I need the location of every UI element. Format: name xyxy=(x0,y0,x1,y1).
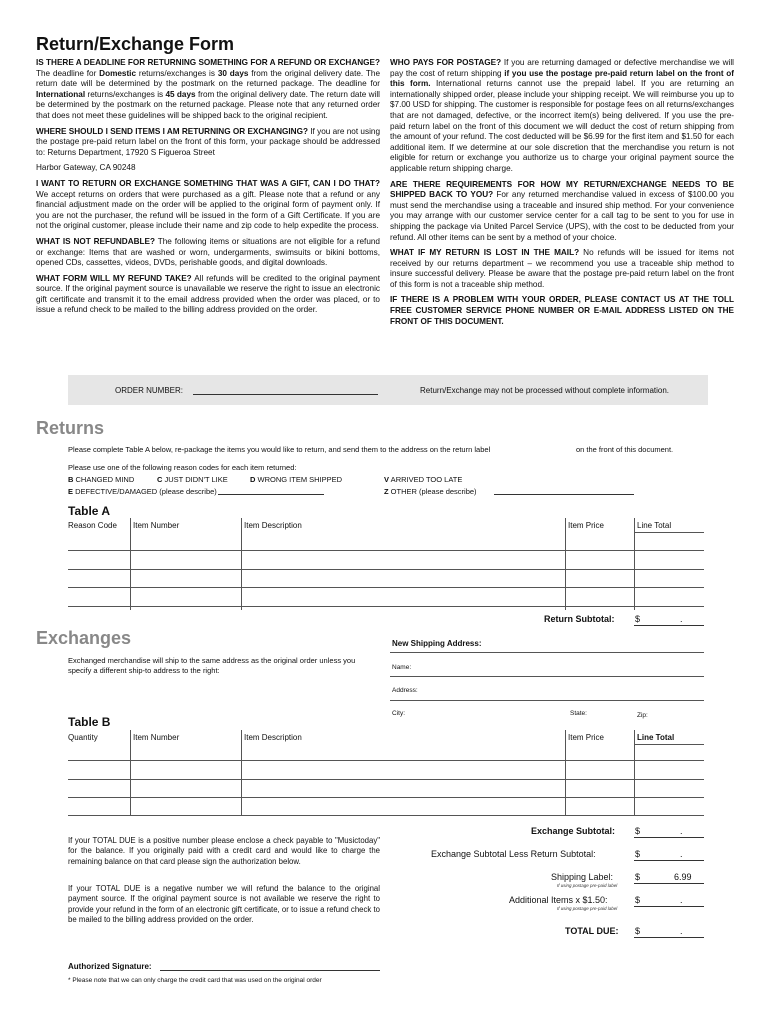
reason-code-v: V ARRIVED TOO LATE xyxy=(384,475,463,484)
exchanges-note: Exchanged merchandise will ship to the same address as the original order unless you specify a different ship-to address to the right: xyxy=(68,656,356,675)
table-a-col-divider xyxy=(241,518,242,610)
additional-items-label: Additional Items x $1.50: xyxy=(509,895,608,905)
table-a-header-line-total: Line Total xyxy=(637,521,672,530)
returns-instruction-end: on the front of this document. xyxy=(576,445,674,454)
returns-heading: Returns xyxy=(36,418,105,438)
negative-total-note: If your TOTAL DUE is a negative number we will refund the balance to the original payment source. If the original payment source is not available we reserve the right to provide your refund in the form of an electronic gift certificate, or to issue a refund check to be mailed to the billing address provided on the order. xyxy=(68,884,380,925)
refund-form-paragraph: WHAT FORM WILL MY REFUND TAKE? All refunds will be credited to the original payment source. If the original payment source is unavailable we reserve the right to issue an electronic gift certificate and transmit it to the email address provided when the order was placed, or to issue a refund check to be mailed to the billing address provided on the order. xyxy=(36,273,380,315)
table-a-header-rule xyxy=(634,532,704,533)
form-title: Return/Exchange Form xyxy=(36,34,235,54)
table-b-row[interactable] xyxy=(68,760,704,761)
order-number-label: ORDER NUMBER: xyxy=(115,386,184,395)
additional-items-note: If using postage pre-paid label xyxy=(557,906,618,911)
ship-city-label: City: xyxy=(392,710,405,717)
table-b-header-item-number: Item Number xyxy=(133,733,180,742)
total-due-label: TOTAL DUE: xyxy=(565,926,619,936)
shipping-label-dollar: $ xyxy=(635,872,641,882)
shipping-label-note: If using postage pre-paid label xyxy=(557,883,618,888)
total-due-dot: . xyxy=(680,926,683,936)
table-a-row[interactable] xyxy=(68,569,704,570)
table-b-header-quantity: Quantity xyxy=(68,733,98,742)
exchange-subtotal-dot: . xyxy=(680,826,683,836)
reason-code-d: D WRONG ITEM SHIPPED xyxy=(250,475,343,484)
exchange-subtotal-dollar: $ xyxy=(635,826,641,836)
gift-paragraph: I WANT TO RETURN OR EXCHANGE SOMETHING THAT WAS A GIFT, CAN I DO THAT? We accept returns on orders that were purchased as a gift. Please note that a refund or any financial adjustment made on the order will be applied to the original form of payment only. If you are not the purchaser, the refund will be issued in the form of a Gift Certificate. If you are not the original customer, please include their name and zip code to help expedite the process. xyxy=(36,178,380,231)
shipping-requirements-paragraph: ARE THERE REQUIREMENTS FOR HOW MY RETURN/EXCHANGE NEEDS TO BE SHIPPED BACK TO YOU? For any returned merchandise valued in excess of $100.00 you must send the merchandise using a traceable and insured ship method. For your convenience you may arrange with our customer service center for a call tag to be sent to you for use in shipping the package via United Parcel Service (UPS), with the cost to be deducted from your refund. All other items can be sent by a method of your choice. xyxy=(390,179,734,242)
less-return-dot: . xyxy=(680,849,683,859)
reason-codes-intro: Please use one of the following reason codes for each item returned: xyxy=(68,463,297,472)
lost-in-mail-paragraph: WHAT IF MY RETURN IS LOST IN THE MAIL? No refunds will be issued for items not received by our returns department – we recommend you use a traceable ship method to insure successful delivery. Please be aware that the postage pre-paid return label on the front of this form is not a traceable ship method. xyxy=(390,248,734,289)
table-b-title: Table B xyxy=(68,715,111,729)
reason-code-b: B CHANGED MIND xyxy=(68,475,135,484)
reason-code-z: Z OTHER (please describe) xyxy=(384,487,477,496)
deadline-paragraph: IS THERE A DEADLINE FOR RETURNING SOMETHING FOR A REFUND OR EXCHANGE? The deadline for Domestic returns/exchanges is 30 days from the original delivery date. The return date will be determined by the postmark on the returned package. The deadline for International returns/exchanges is 45 days from the original delivery date. The return date will be determined by the postmark on the returned package. Please note that any returned order that does not meet these guidelines will be shipped back to the original recipient. xyxy=(36,58,380,120)
ship-name-field[interactable] xyxy=(390,676,704,677)
additional-items-dollar: $ xyxy=(635,895,641,905)
order-number-field[interactable] xyxy=(193,394,378,395)
ship-name-label: Name: xyxy=(392,664,412,671)
left-faq-column xyxy=(36,58,380,321)
reason-e-line[interactable] xyxy=(218,494,324,495)
total-due-dollar: $ xyxy=(635,926,641,936)
not-refundable-paragraph: WHAT IS NOT REFUNDABLE? The following items or situations are not eligible for a refund or exchange: Items that are washed or worn, undergarments, swimsuits or bikini bottoms, opened CDs, cassettes, videos, DVDs, perishable goods, and digital downloads. xyxy=(36,236,380,268)
signature-label: Authorized Signature: xyxy=(68,962,152,971)
exchanges-heading: Exchanges xyxy=(36,628,132,648)
table-a-title: Table A xyxy=(68,504,111,518)
reason-code-e: E DEFECTIVE/DAMAGED (please describe) xyxy=(68,487,217,496)
less-return-dollar: $ xyxy=(635,849,641,859)
table-b-header-description: Item Description xyxy=(244,733,302,742)
shipping-label-label: Shipping Label: xyxy=(551,872,614,882)
table-a-col-divider xyxy=(130,518,131,610)
table-b-row[interactable] xyxy=(68,797,704,798)
table-a-row[interactable] xyxy=(68,550,704,551)
reason-code-c: C JUST DIDN'T LIKE xyxy=(157,475,228,484)
return-subtotal-field[interactable] xyxy=(634,625,704,626)
signature-note: * Please note that we can only charge the credit card that was used on the original order xyxy=(68,977,322,984)
signature-field[interactable] xyxy=(160,970,380,971)
ship-state-label: State: xyxy=(570,710,587,717)
table-b-col-divider xyxy=(241,730,242,816)
table-a-col-divider xyxy=(565,518,566,610)
right-faq-column xyxy=(390,58,734,332)
table-a-row[interactable] xyxy=(68,587,704,588)
table-b-row[interactable] xyxy=(68,815,704,816)
table-a-header-reason: Reason Code xyxy=(68,521,117,530)
less-return-label: Exchange Subtotal Less Return Subtotal: xyxy=(431,849,596,859)
ship-address-field[interactable] xyxy=(390,700,704,701)
table-b-col-divider xyxy=(634,730,635,816)
returns-instruction: Please complete Table A below, re-package the items you would like to return, and send them to the address on the return label xyxy=(68,445,491,454)
less-return-field[interactable] xyxy=(634,860,704,861)
table-a-row[interactable] xyxy=(68,606,704,607)
exchange-subtotal-field[interactable] xyxy=(634,837,704,838)
order-note: Return/Exchange may not be processed without complete information. xyxy=(420,386,670,395)
exchange-subtotal-label: Exchange Subtotal: xyxy=(531,826,616,836)
table-b-col-divider xyxy=(565,730,566,816)
postage-paragraph: WHO PAYS FOR POSTAGE? If you are returning damaged or defective merchandise we will pay the cost of return shipping if you use the postage pre-paid return label on the front of this form. International returns cannot use the prepaid label. If you are returning an internationally shipped order, please include your shipping receipt. We will reimburse you up to $7.00 USD for shipping. The customer is responsible for postage fees on all returns/exchanges that are not damaged, defective, or the incorrect item(s) being delivered. If you use the pre-paid return label on the front of this document we will deduct the cost of return shipping from the amount of your refund. The cost deducted will be $6.99 for the first item and $1.50 for each additional item. If we determine at our sole discretion that the merchandise you return is not eligible for return or exchange you authorize us to charge your original payment source the applicable return shipping charge. xyxy=(390,58,735,173)
ship-address-label: Address: xyxy=(392,687,418,694)
return-subtotal-label: Return Subtotal: xyxy=(544,614,615,624)
ship-zip-label: Zip: xyxy=(637,712,648,719)
reason-z-line[interactable] xyxy=(494,494,634,495)
positive-total-note: If your TOTAL DUE is a positive number please enclose a check payable to "Musictoday" for the balance. If you originally paid with a credit card and would like to charge the remaining balance on that card please sign the authorization below. xyxy=(68,836,380,866)
total-due-field[interactable] xyxy=(634,937,704,938)
shipping-box-top xyxy=(390,652,704,653)
return-subtotal-dollar: $ xyxy=(635,614,641,624)
shipping-label-field[interactable] xyxy=(634,883,704,884)
table-a-header-description: Item Description xyxy=(244,521,302,530)
return-subtotal-dot: . xyxy=(680,614,683,624)
table-b-header-rule xyxy=(634,744,704,745)
shipping-label-value: 6.99 xyxy=(674,872,692,882)
additional-items-dot: . xyxy=(680,895,683,905)
table-b-row[interactable] xyxy=(68,779,704,780)
table-a-header-item-number: Item Number xyxy=(133,521,180,530)
return-address-city: Harbor Gateway, CA 90248 xyxy=(36,163,136,173)
table-b-header-line-total: Line Total xyxy=(637,733,675,742)
additional-items-field[interactable] xyxy=(634,906,704,907)
send-items-paragraph: WHERE SHOULD I SEND ITEMS I AM RETURNING OR EXCHANGING? If you are not using the postage pre-paid return label on the front of this form, your package should be addressed to: Returns Department, 17920 S Figueroa Street xyxy=(36,126,380,157)
contact-paragraph: IF THERE IS A PROBLEM WITH YOUR ORDER, PLEASE CONTACT US AT THE TOLL FREE CUSTOMER SERVICE PHONE NUMBER OR E-MAIL ADDRESS LISTED ON THE FRONT OF THIS DOCUMENT. xyxy=(390,295,734,326)
table-b-col-divider xyxy=(130,730,131,816)
table-a-header-price: Item Price xyxy=(568,521,605,530)
table-b-header-price: Item Price xyxy=(568,733,605,742)
new-shipping-heading: New Shipping Address: xyxy=(392,639,482,648)
